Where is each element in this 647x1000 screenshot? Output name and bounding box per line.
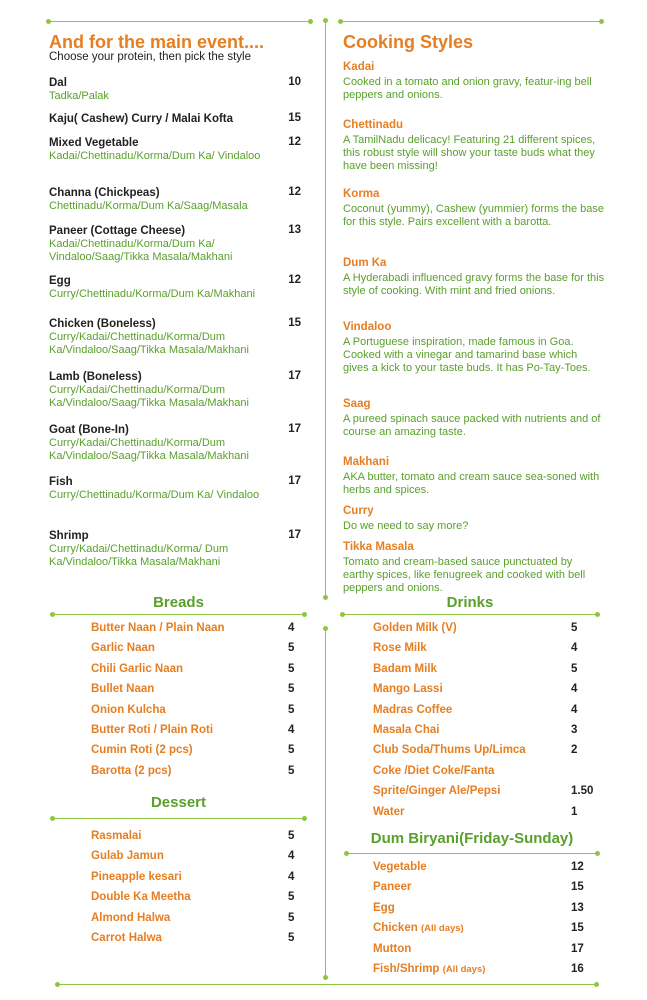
drinks-item-name: Sprite/Ginger Ale/Pepsi — [373, 785, 501, 798]
biryani-item — [373, 881, 585, 901]
drinks-item-price: 4 — [571, 703, 578, 716]
main-item-styles: Curry/Kadai/Chettinadu/Korma/Dum Ka/Vindaloo/Saag/Tikka Masala/Makhani — [49, 437, 249, 462]
main-item-styles: Chettinadu/Korma/Dum Ka/Saag/Masala — [49, 200, 248, 212]
biryani-item-price: 12 — [571, 861, 584, 873]
biryani-item-name: Mutton — [373, 942, 412, 955]
cooking-style-item — [343, 504, 605, 533]
main-event-subtitle: Choose your protein, then pick the style — [49, 51, 252, 63]
drinks-item — [373, 765, 595, 785]
biryani-item-name: Paneer — [373, 881, 412, 894]
cooking-style-name: Korma — [343, 188, 380, 200]
biryani-item — [373, 861, 585, 881]
top-right-divider — [340, 21, 602, 22]
main-item-name: Fish — [49, 476, 73, 488]
dessert-item — [91, 932, 297, 952]
dessert-divider — [52, 818, 305, 819]
main-item-price: 15 — [288, 317, 301, 329]
main-item-name: Shrimp — [49, 530, 89, 542]
drinks-item — [373, 683, 595, 703]
drinks-item-price: 5 — [571, 622, 578, 634]
main-item-styles: Curry/Chettinadu/Korma/Dum Ka/ Vindaloo — [49, 489, 260, 501]
breads-item — [91, 622, 297, 642]
drinks-item-price: 2 — [571, 744, 578, 757]
biryani-item-price: 15 — [571, 922, 584, 935]
dessert-list — [91, 830, 297, 952]
cooking-style-description: Cooked in a tomato and onion gravy, featur-ing bell peppers and onions. — [343, 76, 592, 101]
cooking-style-item — [343, 540, 605, 595]
breads-item-name: Barotta (2 pcs) — [91, 764, 172, 777]
cooking-style-name: Vindaloo — [343, 321, 392, 333]
biryani-list — [373, 861, 585, 983]
breads-item — [91, 724, 297, 744]
breads-item — [91, 744, 297, 764]
cooking-style-description: Do we need to say more? — [343, 520, 469, 532]
dessert-item-price: 5 — [288, 911, 295, 924]
dessert-item — [91, 830, 297, 850]
dessert-title: Dessert — [150, 794, 207, 811]
main-item-price: 17 — [288, 529, 301, 541]
main-item-price: 12 — [288, 136, 301, 148]
cooking-style-description: AKA butter, tomato and cream sauce sea-soned with herbs and spices. — [343, 471, 600, 496]
drinks-item — [373, 806, 595, 826]
mid-right-divider — [342, 614, 598, 615]
biryani-item-name: Fish/Shrimp — [373, 962, 440, 975]
center-divider-bottom — [325, 628, 326, 978]
main-item-styles: Curry/Chettinadu/Korma/Dum Ka/Makhani — [49, 288, 256, 300]
drinks-item-name: Coke /Diet Coke/Fanta — [373, 764, 495, 777]
main-item-name: Dal — [49, 77, 67, 89]
main-item — [49, 529, 301, 569]
main-item — [49, 76, 301, 103]
main-item-name: Goat (Bone-In) — [49, 424, 129, 436]
dessert-item — [91, 891, 297, 911]
main-item — [49, 112, 301, 126]
breads-item-name: Chili Garlic Naan — [91, 662, 184, 675]
breads-item — [91, 704, 297, 724]
cooking-style-description: A Portuguese inspiration, made famous in Goa. Cooked with a vinegar and tamarind base which gives a kick to your taste buds. It has Po-Tay-Toes. — [343, 336, 591, 374]
main-item-name: Mixed Vegetable — [49, 137, 139, 149]
dessert-item-price: 4 — [288, 870, 295, 883]
breads-item — [91, 765, 297, 785]
drinks-item — [373, 744, 595, 764]
cooking-style-name: Tikka Masala — [343, 541, 414, 553]
breads-item-price: 5 — [288, 703, 295, 716]
breads-item-price: 4 — [288, 622, 295, 634]
breads-title: Breads — [153, 594, 204, 611]
cooking-style-item — [343, 320, 605, 375]
drinks-title: Drinks — [446, 594, 494, 611]
drinks-item — [373, 724, 595, 744]
main-event-title: And for the main event.... — [49, 32, 265, 52]
breads-item-price: 5 — [288, 642, 295, 655]
cooking-style-item — [343, 256, 605, 298]
cooking-style-name: Saag — [343, 398, 371, 410]
center-divider-top — [325, 20, 326, 598]
cooking-style-name: Dum Ka — [343, 257, 387, 269]
main-item-name: Paneer (Cottage Cheese) — [49, 225, 186, 237]
main-item — [49, 186, 301, 213]
drinks-item-name: Club Soda/Thums Up/Limca — [373, 744, 526, 757]
main-item-name: Lamb (Boneless) — [49, 371, 142, 383]
cooking-style-item — [343, 118, 605, 173]
drinks-item — [373, 704, 595, 724]
breads-item-name: Onion Kulcha — [91, 703, 166, 716]
drinks-item-name: Madras Coffee — [373, 703, 453, 716]
drinks-list — [373, 622, 595, 826]
main-item-styles: Kadai/Chettinadu/Korma/Dum Ka/ Vindaloo — [49, 150, 261, 162]
drinks-item-name: Masala Chai — [373, 723, 440, 736]
dessert-item-name: Double Ka Meetha — [91, 891, 191, 904]
cooking-style-item — [343, 397, 605, 439]
dessert-item-price: 5 — [288, 931, 295, 944]
main-item — [49, 317, 301, 357]
drinks-item-price: 5 — [571, 662, 578, 675]
breads-item — [91, 683, 297, 703]
dessert-item-price: 5 — [288, 891, 295, 904]
main-item — [49, 274, 301, 301]
cooking-style-description: Coconut (yummy), Cashew (yummier) forms the base for this style. Pairs excellent with a barotta. — [343, 203, 605, 228]
drinks-item-price: 1.50 — [571, 785, 594, 798]
breads-item-price: 5 — [288, 683, 295, 696]
biryani-item — [373, 943, 585, 963]
cooking-style-item — [343, 187, 605, 229]
biryani-item-price: 16 — [571, 962, 584, 975]
main-item-price: 17 — [288, 475, 301, 487]
cooking-style-name: Kadai — [343, 61, 375, 73]
dessert-item-name: Almond Halwa — [91, 911, 171, 924]
drinks-item-price: 3 — [571, 723, 578, 736]
main-item-price: 12 — [288, 186, 301, 198]
biryani-item — [373, 963, 585, 983]
cooking-style-description: A Hyderabadi influenced gravy forms the base for this style of cooking. With mint and fried onions. — [343, 272, 605, 297]
biryani-divider — [346, 853, 598, 854]
cooking-style-name: Makhani — [343, 456, 390, 468]
breads-item-name: Butter Naan / Plain Naan — [91, 622, 225, 634]
biryani-item — [373, 902, 585, 922]
cooking-style-description: A TamilNadu delicacy! Featuring 21 different spices, this robust style will show your taste buds what they have been missing! — [343, 134, 596, 172]
main-item — [49, 224, 301, 264]
biryani-item-price: 13 — [571, 901, 584, 914]
breads-item-price: 5 — [288, 744, 295, 757]
drinks-item-name: Golden Milk (V) — [373, 622, 457, 634]
cooking-style-description: A pureed spinach sauce packed with nutrients and of course an amazing taste. — [343, 413, 601, 438]
biryani-item-note: (All days) — [442, 963, 486, 975]
main-item-price: 17 — [288, 423, 301, 435]
main-item — [49, 370, 301, 410]
breads-item-name: Bullet Naan — [91, 683, 155, 696]
dessert-item-name: Gulab Jamun — [91, 850, 164, 863]
breads-item-name: Cumin Roti (2 pcs) — [91, 744, 193, 757]
main-item-price: 10 — [288, 76, 301, 88]
cooking-style-item — [343, 60, 605, 102]
biryani-item — [373, 922, 585, 942]
main-item-price: 17 — [288, 370, 301, 382]
main-item-price: 15 — [288, 112, 301, 124]
cooking-style-name: Curry — [343, 505, 374, 517]
breads-item-price: 5 — [288, 764, 295, 777]
biryani-item-name: Egg — [373, 901, 395, 914]
drinks-item — [373, 642, 595, 662]
breads-item-price: 5 — [288, 662, 295, 675]
biryani-item-name: Vegetable — [373, 861, 427, 873]
mid-left-divider — [52, 614, 305, 615]
bottom-divider — [57, 984, 597, 985]
dessert-item — [91, 871, 297, 891]
breads-item — [91, 663, 297, 683]
drinks-item — [373, 785, 595, 805]
main-item — [49, 423, 301, 463]
dessert-item-price: 4 — [288, 850, 295, 863]
main-item-styles: Tadka/Palak — [49, 90, 109, 102]
dessert-item — [91, 912, 297, 932]
cooking-style-description: Tomato and cream-based sauce punctuated by earthy spices, like fenugreek and cooked with bell peppers and onions. — [343, 556, 586, 594]
drinks-item-name: Mango Lassi — [373, 683, 443, 696]
drinks-item-name: Water — [373, 805, 405, 818]
drinks-item-name: Rose Milk — [373, 642, 427, 655]
cooking-styles-title: Cooking Styles — [343, 32, 474, 52]
dessert-item-name: Carrot Halwa — [91, 931, 162, 944]
main-item-name: Channa (Chickpeas) — [49, 187, 160, 199]
drinks-item — [373, 622, 595, 642]
main-item-name: Kaju( Cashew) Curry / Malai Kofta — [49, 113, 234, 125]
biryani-item-price: 15 — [571, 881, 584, 894]
dessert-item-name: Rasmalai — [91, 830, 142, 842]
drinks-item-name: Badam Milk — [373, 662, 437, 675]
main-item-styles: Kadai/Chettinadu/Korma/Dum Ka/ Vindaloo/Saag/Tikka Masala/Makhani — [49, 238, 233, 263]
main-item-name: Egg — [49, 275, 71, 287]
main-item-price: 13 — [288, 224, 301, 236]
main-item-styles: Curry/Kadai/Chettinadu/Korma/ Dum Ka/Vindaloo/Tikka Masala/Makhani — [49, 543, 229, 568]
dessert-item-name: Pineapple kesari — [91, 870, 182, 883]
dessert-item-price: 5 — [288, 830, 295, 842]
biryani-item-price: 17 — [571, 942, 584, 955]
main-item — [49, 136, 301, 163]
biryani-item-name: Chicken — [373, 922, 418, 935]
drinks-item-price: 4 — [571, 683, 578, 696]
breads-item-price: 4 — [288, 723, 295, 736]
breads-list — [91, 622, 297, 785]
cooking-style-name: Chettinadu — [343, 119, 404, 131]
main-item-styles: Curry/Kadai/Chettinadu/Korma/Dum Ka/Vindaloo/Saag/Tikka Masala/Makhani — [49, 384, 249, 409]
biryani-title: Dum Biryani(Friday-Sunday) — [370, 830, 574, 847]
main-item-name: Chicken (Boneless) — [49, 318, 156, 330]
drinks-item-price: 4 — [571, 642, 578, 655]
main-item-price: 12 — [288, 274, 301, 286]
main-item-styles: Curry/Kadai/Chettinadu/Korma/Dum Ka/Vindaloo/Saag/Tikka Masala/Makhani — [49, 331, 249, 356]
top-left-divider — [48, 21, 311, 22]
drinks-item-price: 1 — [571, 805, 578, 818]
dessert-item — [91, 850, 297, 870]
drinks-item — [373, 663, 595, 683]
biryani-item-note: (All days) — [420, 923, 464, 935]
breads-item-name: Garlic Naan — [91, 642, 155, 655]
breads-item — [91, 642, 297, 662]
breads-item-name: Butter Roti / Plain Roti — [91, 723, 214, 736]
main-item — [49, 475, 301, 502]
cooking-style-item — [343, 455, 605, 497]
